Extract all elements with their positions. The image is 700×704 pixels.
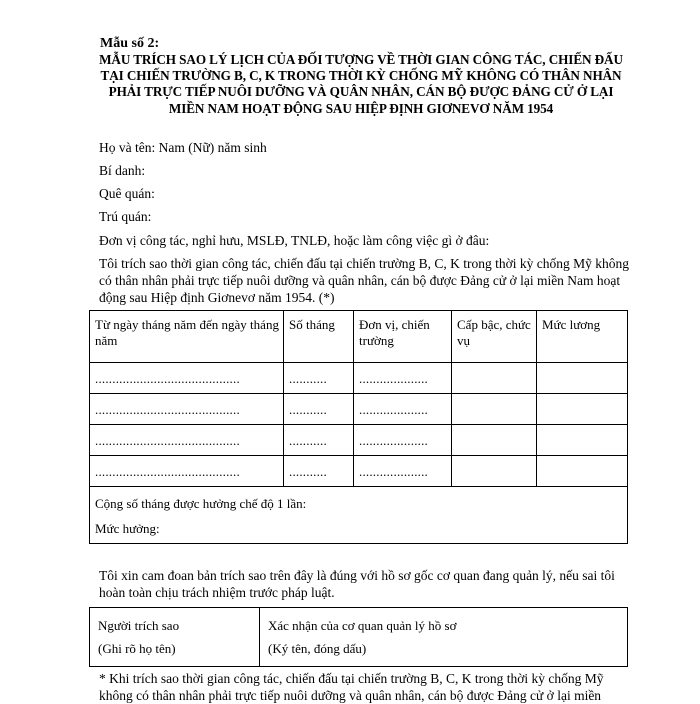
cell-period: ..........................................: [90, 394, 284, 425]
header-rank: Cấp bậc, chức vụ: [452, 311, 537, 363]
field-residence: Trú quán:: [99, 209, 152, 224]
table-summary-row: [90, 487, 628, 544]
header-period: Từ ngày tháng năm đến ngày tháng năm: [90, 311, 284, 363]
header-salary: Mức lương: [537, 311, 628, 363]
summary-rate: Mức hưởng:: [95, 521, 160, 536]
cell-months: ...........: [284, 425, 354, 456]
service-table: [89, 310, 628, 544]
cell-salary: [537, 456, 628, 487]
form-number: Mẫu số 2:: [100, 36, 160, 51]
agency-signature-cell: [260, 608, 628, 667]
document-title: MẪU TRÍCH SAO LÝ LỊCH CỦA ĐỐI TƯỢNG VỀ THỜI GIAN CÔNG TÁC, CHIẾN ĐẤU TẠI CHIẾN TRƯỜNG B, C, K TRONG THỜI KỲ CHỐNG MỸ KHÔNG CÓ THÂN NHÂN PHẢI TRỰC TIẾP NUÔI DƯỠNG VÀ QUÂN NHÂN, CÁN BỘ ĐƯỢC ĐẢNG CỬ Ở LẠI MIỀN NAM HOẠT ĐỘNG SAU HIỆP ĐỊNH GIƠNEVƠ NĂM 1954: [99, 52, 623, 116]
summary-cell: [90, 487, 628, 544]
field-name: Họ và tên: Nam (Nữ) năm sinh: [99, 140, 267, 155]
cell-period: ..........................................: [90, 456, 284, 487]
table-row: [90, 363, 628, 394]
cell-period: ..........................................: [90, 425, 284, 456]
cell-months: ...........: [284, 363, 354, 394]
cell-salary: [537, 394, 628, 425]
header-unit: Đơn vị, chiến trường: [354, 311, 452, 363]
table-row: [90, 394, 628, 425]
agency-title: Xác nhận của cơ quan quản lý hồ sơ: [268, 618, 457, 633]
field-alias: Bí danh:: [99, 163, 146, 178]
agency-subtitle: (Ký tên, đóng dấu): [268, 641, 367, 656]
declaration-paragraph: Tôi xin cam đoan bản trích sao trên đây là đúng với hồ sơ gốc cơ quan đang quản lý, nếu sai tôi hoàn toàn chịu trách nhiệm trước pháp luật.: [99, 568, 615, 600]
table-row: [90, 425, 628, 456]
copier-signature-cell: [90, 608, 260, 667]
cell-period: ..........................................: [90, 363, 284, 394]
cell-salary: [537, 425, 628, 456]
signature-row: [90, 608, 628, 667]
header-months: Số tháng: [284, 311, 354, 363]
table-row: [90, 456, 628, 487]
table-header-row: [90, 311, 628, 363]
signature-table: [89, 607, 628, 667]
cell-months: ...........: [284, 394, 354, 425]
copier-subtitle: (Ghi rõ họ tên): [98, 641, 176, 656]
intro-paragraph: Tôi trích sao thời gian công tác, chiến đấu tại chiến trường B, C, K trong thời kỳ chống Mỹ không có thân nhân phải trực tiếp nuôi dưỡng và quân nhân, cán bộ được Đảng cử ở lại miền Nam hoạt động sau Hiệp định Giơnevơ năm 1954. (*): [99, 256, 630, 305]
copier-title: Người trích sao: [98, 618, 180, 633]
cell-months: ...........: [284, 456, 354, 487]
summary-total-months: Cộng số tháng được hưởng chế độ 1 lần:: [95, 496, 307, 511]
field-hometown: Quê quán:: [99, 186, 155, 201]
cell-unit: ....................: [354, 456, 452, 487]
cell-rank: [452, 363, 537, 394]
cell-rank: [452, 394, 537, 425]
footnote: * Khi trích sao thời gian công tác, chiến đấu tại chiến trường B, C, K trong thời kỳ chống Mỹ không có thân nhân phải trực tiếp nuôi dưỡng và quân nhân, cán bộ được Đảng cử ở lại miền: [99, 671, 604, 703]
cell-rank: [452, 456, 537, 487]
cell-unit: ....................: [354, 425, 452, 456]
field-workplace: Đơn vị công tác, nghỉ hưu, MSLĐ, TNLĐ, hoặc làm công việc gì ở đâu:: [99, 233, 490, 248]
cell-rank: [452, 425, 537, 456]
cell-unit: ....................: [354, 363, 452, 394]
cell-salary: [537, 363, 628, 394]
cell-unit: ....................: [354, 394, 452, 425]
